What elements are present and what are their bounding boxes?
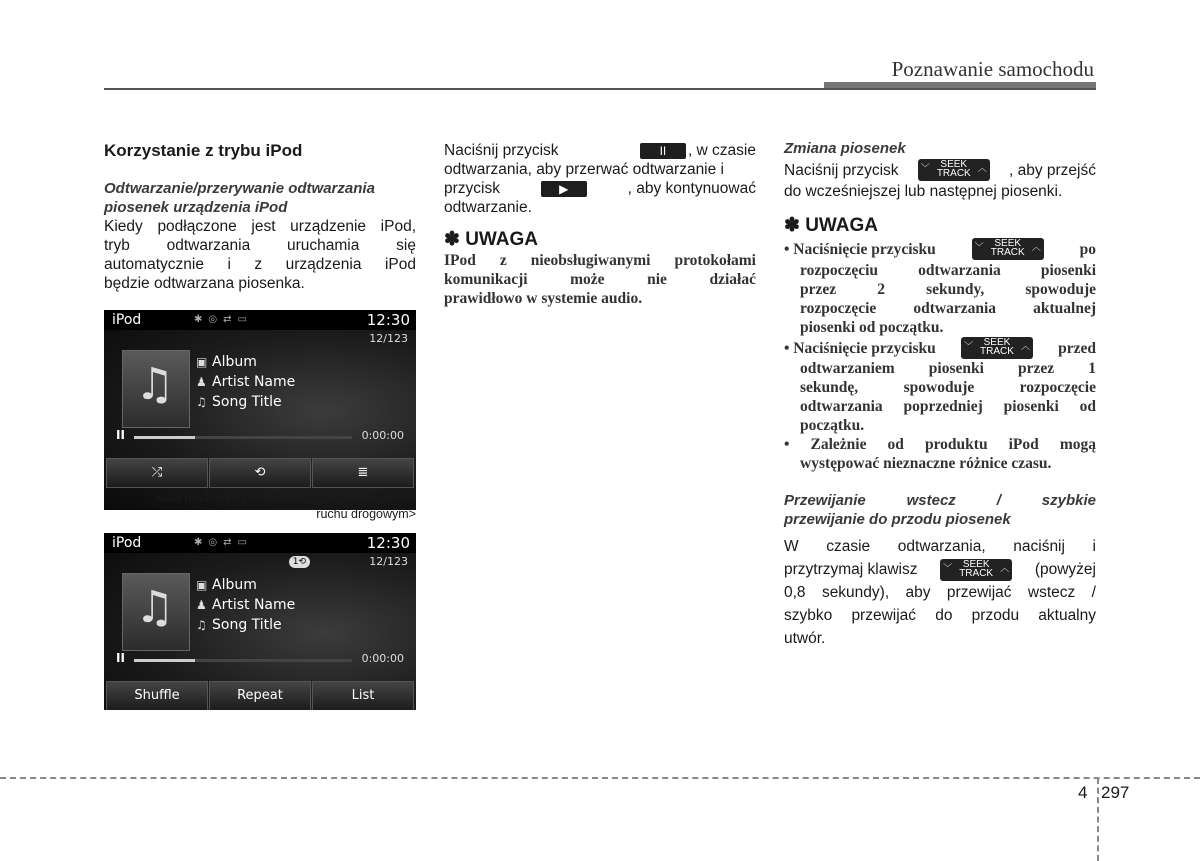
- p1-text-a: Naciśnij przycisk: [444, 142, 559, 159]
- p1-text-d: , aby kontynuować: [627, 180, 756, 197]
- status-icons: ✱◎⇄▭: [194, 314, 253, 325]
- pause-icon: II: [116, 651, 125, 665]
- shuffle-button[interactable]: ⤮: [106, 458, 208, 488]
- progress-bar: [134, 436, 352, 439]
- p2-line-3: 0,8 sekundy), aby przewijać wstecz /: [784, 584, 1096, 601]
- section-heading: Korzystanie z trybu iPod: [104, 141, 303, 160]
- b3-line-2: występować nieznaczne różnice czasu.: [800, 455, 1052, 472]
- subheading-rewind-2: przewijanie do przodu piosenek: [784, 511, 1011, 528]
- artist-row: [196, 597, 295, 613]
- p2-line-2: [784, 558, 1096, 581]
- b1-line-3: przez 2 sekundy, spowoduje: [800, 281, 1096, 298]
- album-icon: ▣: [196, 355, 208, 369]
- p1-line-3: [444, 179, 756, 198]
- seek-track-button-image: ﹀ SEEK TRACK ︿: [972, 238, 1044, 260]
- progress-fill: [134, 436, 195, 439]
- b1-line-5: piosenki od początku.: [800, 319, 944, 336]
- p2-line-4: szybko przewijać do przodu aktualny: [784, 607, 1096, 624]
- p2-text-a: przytrzymaj klawisz: [784, 561, 918, 578]
- body-line-1: Kiedy podłączone jest urządzenie iPod,: [104, 218, 416, 235]
- b1-line-2: rozpoczęciu odtwarzania piosenki: [800, 262, 1096, 279]
- clock: 12:30: [366, 311, 410, 329]
- b2-line-2: odtwarzaniem piosenki przez 1: [800, 360, 1096, 377]
- p2-line-5: utwór.: [784, 630, 826, 647]
- clock: 12:30: [366, 534, 410, 552]
- b3-line-1: • Zależnie od produktu iPod mogą: [784, 436, 1096, 453]
- column-ipod-mode: [104, 141, 416, 293]
- chapter-number: 4: [1078, 783, 1088, 802]
- p1-text-c: przycisk: [444, 180, 500, 197]
- warning-bullet-2: [784, 337, 1096, 435]
- p2-line-1: W czasie odtwarzania, naciśnij i: [784, 538, 1096, 555]
- caption-line-1: <dla modeli z systemem RDS - komunikatów o: [157, 491, 416, 505]
- p2-text-b: (powyżej: [1034, 561, 1096, 578]
- screen-caption: [104, 490, 416, 522]
- album-art: [122, 573, 190, 651]
- b1-text-a: • Naciśnięcie przycisku: [784, 240, 936, 258]
- body-line-4: będzie odtwarzana piosenka.: [104, 275, 305, 292]
- warning-bullet-1: [784, 237, 1096, 337]
- album-name: Album: [212, 577, 257, 593]
- song-row: [196, 394, 282, 410]
- progress-fill: [134, 659, 195, 662]
- album-row: [196, 577, 257, 593]
- music-note-icon: ♫: [135, 359, 175, 410]
- p1-line-2: do wcześniejszej lub następnej piosenki.: [784, 183, 1063, 200]
- album-art: [122, 350, 190, 428]
- album-name: Album: [212, 354, 257, 370]
- b2-text-b: przed: [1058, 339, 1096, 357]
- shuffle-button[interactable]: Shuffle: [106, 681, 208, 710]
- p1-text-b: , w czasie: [687, 142, 756, 159]
- play-button-image: ▶: [541, 181, 587, 197]
- b2-line-5: początku.: [800, 417, 865, 434]
- song-row: [196, 617, 282, 633]
- person-icon: ♟: [196, 375, 207, 389]
- warning-heading: ✽ UWAGA: [784, 215, 879, 236]
- column-pause-play: [444, 141, 756, 308]
- subheading-rewind-1: Przewijanie wstecz / szybkie: [784, 492, 1096, 509]
- ipod-screen-standard: [104, 533, 416, 710]
- album-icon: ▣: [196, 578, 208, 592]
- seek-track-button-image: ﹀ SEEK TRACK ︿: [961, 337, 1033, 359]
- song-title: Song Title: [212, 394, 282, 410]
- artist-row: [196, 374, 295, 390]
- seek-track-button-image: ﹀ SEEK TRACK ︿: [940, 559, 1012, 581]
- subheading-change: Zmiana piosenek: [784, 140, 906, 157]
- artist-name: Artist Name: [212, 374, 296, 390]
- play-time: 0:00:00: [361, 652, 404, 665]
- subheading-line-1: Odtwarzanie/przerywanie odtwarzania: [104, 180, 375, 197]
- p1-text-b: , aby przejść: [1008, 161, 1096, 179]
- song-title: Song Title: [212, 617, 282, 633]
- b2-text-a: • Naciśnięcie przycisku: [784, 339, 936, 357]
- header-rule: [104, 88, 1096, 90]
- screen-mode-label: iPod: [112, 535, 142, 551]
- b2-line-3: sekundę, spowoduje rozpoczęcie: [800, 379, 1096, 396]
- music-note-icon: ♫: [196, 395, 207, 409]
- album-row: [196, 354, 257, 370]
- warning-bullet-3: [784, 435, 1096, 473]
- warning-heading: ✽ UWAGA: [444, 229, 539, 250]
- music-note-icon: ♫: [196, 618, 207, 632]
- warning-line-2: komunikacji może nie działać: [444, 271, 756, 288]
- warning-line-1: IPod z nieobsługiwanymi protokołami: [444, 252, 756, 269]
- p1-line-4: odtwarzanie.: [444, 199, 532, 216]
- footer-dashed-rule: [0, 777, 1200, 779]
- p1-line-2: odtwarzania, aby przerwać odtwarzanie i: [444, 161, 724, 178]
- pause-button-image: II: [640, 143, 686, 159]
- b1-text-b: po: [1079, 240, 1096, 258]
- track-count: 12/123: [369, 555, 408, 568]
- body-line-2: tryb odtwarzania uruchamia się: [104, 237, 416, 254]
- ipod-screen-rds: [104, 310, 416, 510]
- play-time: 0:00:00: [361, 429, 404, 442]
- column-track-change: [784, 139, 1096, 650]
- seek-track-button-image: ﹀ SEEK TRACK ︿: [918, 159, 990, 181]
- music-note-icon: ♫: [135, 582, 175, 633]
- repeat-button[interactable]: ⟲: [209, 458, 311, 488]
- b2-line-4: odtwarzania poprzedniej piosenki od: [800, 398, 1096, 415]
- repeat-one-icon: 1⟲: [289, 556, 310, 568]
- list-button[interactable]: List: [312, 681, 414, 710]
- repeat-button[interactable]: Repeat: [209, 681, 311, 710]
- status-icons: ✱◎⇄▭: [194, 537, 253, 548]
- rewind-paragraph: [784, 535, 1096, 650]
- page-number: 297: [1101, 783, 1130, 802]
- subheading-line-2: piosenek urządzenia iPod: [104, 199, 288, 216]
- body-line-3: automatycznie i z urządzenia iPod: [104, 256, 416, 273]
- b1-line-4: rozpoczęcie odtwarzania aktualnej: [800, 300, 1096, 317]
- artist-name: Artist Name: [212, 597, 296, 613]
- track-count: 12/123: [369, 332, 408, 345]
- p1-text-a: Naciśnij przycisk: [784, 161, 899, 179]
- footer-dashed-divider: [1097, 778, 1099, 861]
- screen-mode-label: iPod: [112, 312, 142, 328]
- progress-bar: [134, 659, 352, 662]
- pause-icon: II: [116, 428, 125, 442]
- page-section-title: Poznawanie samochodu: [891, 57, 1094, 81]
- caption-line-2: ruchu drogowym>: [316, 507, 416, 521]
- warning-line-3: prawidłowo w systemie audio.: [444, 290, 643, 307]
- p1-line-1: [784, 158, 1096, 182]
- p1-line-1: [444, 141, 756, 160]
- list-button[interactable]: ≣: [312, 458, 414, 488]
- person-icon: ♟: [196, 598, 207, 612]
